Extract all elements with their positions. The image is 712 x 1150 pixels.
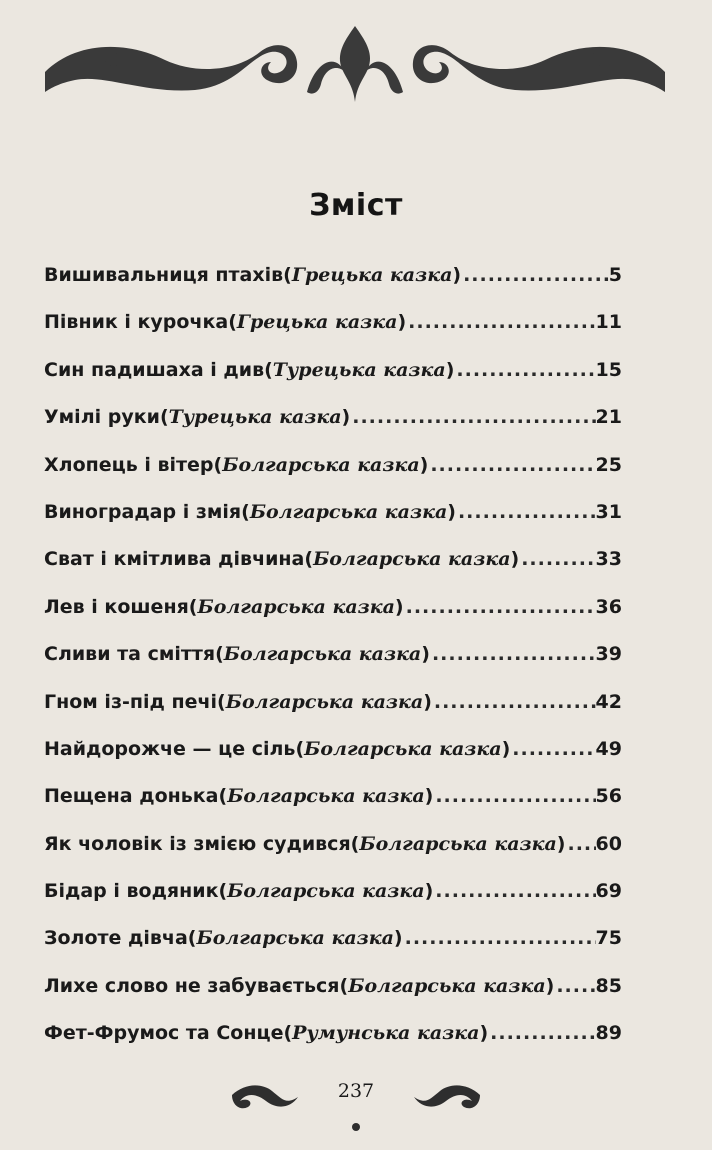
toc-entry-open-paren: ( — [215, 643, 224, 666]
toc-leader-dots — [510, 732, 595, 766]
toc-entry — [44, 590, 622, 637]
toc-entry-page: 69 — [595, 880, 622, 903]
toc-entry — [44, 921, 622, 968]
toc-entry-close-paren: ) — [393, 927, 403, 950]
toc-entry-page: 36 — [595, 595, 622, 618]
toc-entry-open-paren: ( — [228, 311, 237, 334]
toc-leader-dots — [554, 969, 595, 1003]
toc-leader-dots — [433, 874, 595, 908]
toc-entry-title: Вишивальниця птахів — [44, 264, 284, 286]
toc-entry — [44, 637, 622, 684]
toc-entry-genre: Турецька казка — [272, 358, 446, 381]
toc-leader-dots — [519, 542, 595, 576]
toc-entry-open-paren: ( — [188, 595, 198, 618]
toc-entry-genre: Грецька казка — [291, 264, 453, 286]
toc-entry-open-paren: ( — [187, 927, 197, 950]
toc-leader-dots — [565, 827, 595, 861]
toc-entry-open-paren: ( — [241, 500, 250, 523]
toc-entry-page: 15 — [595, 358, 622, 381]
page-title: Зміст — [309, 188, 403, 224]
toc-leader-dots — [488, 1016, 595, 1050]
toc-entry-genre: Болгарська казка — [196, 927, 394, 950]
page-number: 237 — [337, 1080, 375, 1102]
toc-entry — [44, 1016, 622, 1063]
toc-entry-title: Лев і кошеня — [44, 595, 189, 618]
toc-entry-page: 49 — [595, 737, 622, 760]
toc-entry-genre: Турецька казка — [168, 406, 342, 429]
toc-entry-open-paren: ( — [350, 832, 360, 855]
toc-entry-genre: Болгарська казка — [222, 453, 420, 476]
toc-entry-genre: Болгарська казка — [223, 643, 422, 666]
toc-entry-close-paren: ) — [501, 737, 511, 760]
toc-entry-open-paren: ( — [264, 358, 273, 381]
toc-entry-title: Бідар і водяник — [44, 880, 219, 903]
toc-entry-genre: Болгарська казка — [348, 974, 546, 997]
toc-entry-title: Як чоловік із змією судився — [44, 832, 351, 855]
toc-entry-page: 5 — [608, 264, 622, 286]
toc-entry-genre: Грецька казка — [236, 311, 398, 334]
toc-entry-title: Умілі руки — [44, 406, 160, 429]
toc-entry-close-paren: ) — [341, 406, 351, 429]
toc-leader-dots — [403, 921, 596, 955]
toc-leader-dots — [461, 258, 609, 292]
toc-entry-genre: Болгарська казка — [227, 785, 425, 808]
toc-entry-close-paren: ) — [424, 880, 434, 903]
toc-entry-title: Хлопець і вітер — [44, 453, 214, 476]
toc-entry-open-paren: ( — [295, 737, 305, 760]
toc-entry-genre: Болгарська казка — [225, 690, 424, 713]
toc-entry-open-paren: ( — [159, 406, 169, 429]
toc-entry-page: 42 — [595, 690, 622, 713]
toc-entry-genre: Болгарська казка — [359, 832, 557, 855]
toc-entry — [44, 779, 622, 826]
toc-entry-page: 75 — [595, 927, 622, 950]
toc-entry-open-paren: ( — [213, 453, 223, 476]
toc-entry-page: 60 — [595, 832, 622, 855]
toc-entry-title: Пещена донька — [44, 785, 219, 808]
toc-entry — [44, 258, 622, 305]
toc-entry-page: 56 — [595, 785, 622, 808]
toc-entry-title: Фет-Фрумос та Сонце — [44, 1022, 284, 1045]
toc-entry-genre: Болгарська казка — [249, 500, 448, 523]
toc-entry-close-paren: ) — [397, 311, 407, 334]
toc-entry — [44, 542, 622, 589]
toc-entry-open-paren: ( — [304, 548, 314, 571]
toc-entry-page: 39 — [595, 643, 622, 666]
toc-entry-title: Золоте дівча — [44, 927, 188, 950]
toc-entry-title: Син падишаха і див — [44, 358, 265, 381]
toc-entry — [44, 969, 622, 1016]
toc-entry-close-paren: ) — [556, 832, 566, 855]
toc-entry-close-paren: ) — [423, 690, 432, 713]
toc-entry — [44, 827, 622, 874]
toc-entry-title: Сват і кмітлива дівчина — [44, 548, 305, 571]
top-ornament-icon — [45, 22, 665, 107]
toc-entry-page: 25 — [595, 453, 622, 476]
toc-entry — [44, 495, 622, 542]
toc-entry-open-paren: ( — [283, 1022, 293, 1045]
toc-entry-genre: Румунська казка — [292, 1022, 480, 1045]
toc-entry-genre: Болгарська казка — [304, 737, 502, 760]
toc-entry-open-paren: ( — [218, 785, 228, 808]
toc-entry-page: 85 — [595, 974, 622, 997]
toc-entry — [44, 732, 622, 779]
toc-entry-page: 11 — [595, 311, 622, 334]
toc-entry-genre: Болгарська казка — [197, 595, 395, 618]
toc-leader-dots — [432, 685, 596, 719]
toc-entry-open-paren: ( — [339, 974, 349, 997]
toc-leader-dots — [454, 353, 595, 387]
toc-entry-genre: Болгарська казка — [313, 548, 511, 571]
toc-entry-page: 31 — [595, 500, 622, 523]
toc-entry-open-paren: ( — [218, 880, 228, 903]
toc-entry-close-paren: ) — [421, 643, 430, 666]
toc-leader-dots — [404, 590, 596, 624]
toc-entry-close-paren: ) — [452, 264, 462, 286]
toc-leader-dots — [406, 305, 595, 339]
toc-leader-dots — [456, 495, 596, 529]
toc-leader-dots — [428, 448, 595, 482]
toc-leader-dots — [350, 400, 595, 434]
toc-entry-close-paren: ) — [394, 595, 404, 618]
toc-entry-title: Лихе слово не забувається — [44, 974, 340, 997]
toc-entry — [44, 400, 622, 447]
toc-entry-page: 89 — [595, 1022, 622, 1045]
toc-entry-title: Півник і курочка — [44, 311, 229, 334]
toc-entry-close-paren: ) — [545, 974, 555, 997]
toc-entry — [44, 685, 622, 732]
toc-entry — [44, 305, 622, 352]
toc-entry-title: Сливи та сміття — [44, 643, 216, 666]
toc-entry-close-paren: ) — [479, 1022, 489, 1045]
table-of-contents — [44, 258, 622, 1064]
toc-entry-page: 33 — [595, 548, 622, 571]
toc-entry-page: 21 — [595, 406, 622, 429]
toc-entry-open-paren: ( — [217, 690, 226, 713]
toc-entry — [44, 353, 622, 400]
toc-entry-open-paren: ( — [283, 264, 292, 286]
toc-entry-genre: Болгарська казка — [227, 880, 425, 903]
toc-entry — [44, 448, 622, 495]
toc-entry-close-paren: ) — [445, 358, 455, 381]
toc-entry-title: Виноградар і змія — [44, 500, 242, 523]
toc-leader-dots — [433, 779, 595, 813]
toc-entry — [44, 874, 622, 921]
toc-entry-close-paren: ) — [510, 548, 520, 571]
toc-entry-title: Гном із-під печі — [44, 690, 218, 713]
toc-entry-close-paren: ) — [419, 453, 429, 476]
toc-entry-title: Найдорожче — це сіль — [44, 737, 296, 760]
toc-entry-close-paren: ) — [424, 785, 434, 808]
toc-entry-close-paren: ) — [447, 500, 456, 523]
toc-leader-dots — [430, 637, 596, 671]
